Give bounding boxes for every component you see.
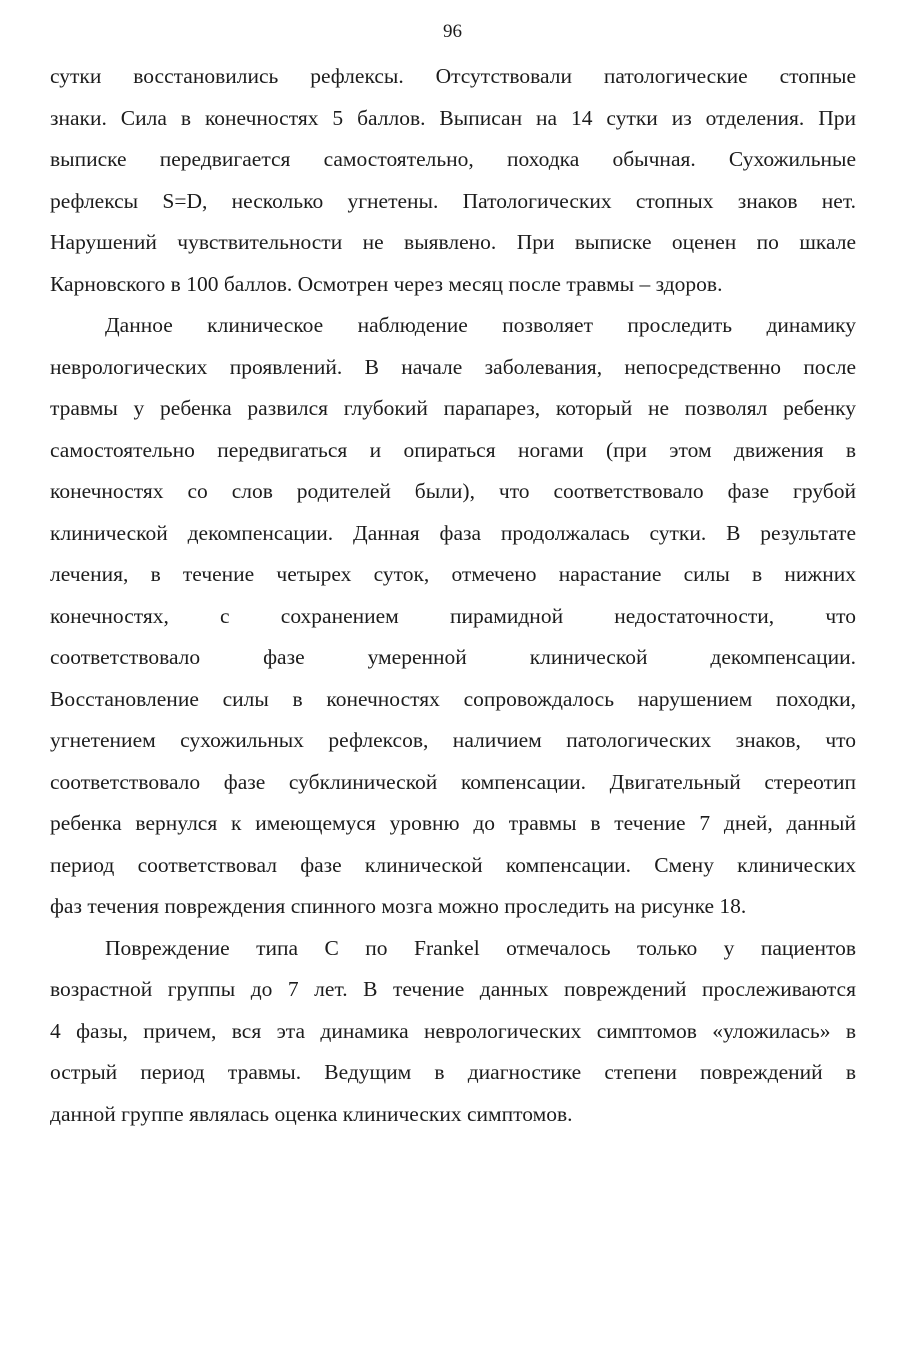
text-line: рефлексы S=D, несколько угнетены. Патологических стопных знаков нет. bbox=[50, 188, 856, 213]
text-line: Данное клиническое наблюдение позволяет проследить динамику bbox=[105, 313, 856, 337]
text-line: сутки восстановились рефлексы. Отсутствовали патологические стопные bbox=[50, 64, 856, 88]
text-line: конечностях со слов родителей были), что соответствовало фазе грубой bbox=[50, 479, 856, 503]
text-line: угнетением сухожильных рефлексов, наличием патологических знаков, что bbox=[50, 728, 856, 752]
text-line: ребенка вернулся к имеющемуся уровню до травмы в течение 7 дней, данный bbox=[50, 811, 856, 835]
text-line: острый период травмы. Ведущим в диагностике степени повреждений в bbox=[50, 1060, 856, 1084]
text-line: Повреждение типа С по Frankel отмечалось только у пациентов bbox=[105, 935, 856, 960]
paragraph-3 bbox=[50, 930, 856, 1138]
text-line: неврологических проявлений. В начале заболевания, непосредственно после bbox=[50, 354, 856, 379]
text-line: выписке передвигается самостоятельно, походка обычная. Сухожильные bbox=[50, 147, 856, 171]
text-line: соответствовало фазе умеренной клинической декомпенсации. bbox=[50, 645, 856, 669]
text-line: Нарушений чувствительности не выявлено. При выписке оценен по шкале bbox=[50, 230, 856, 254]
text-line: 4 фазы, причем, вся эта динамика неврологических симптомов «уложилась» в bbox=[50, 1018, 856, 1043]
text-line: лечения, в течение четырех суток, отмечено нарастание силы в нижних bbox=[50, 562, 856, 586]
text-line: самостоятельно передвигаться и опираться ногами (при этом движения в bbox=[50, 437, 856, 462]
page-number: 96 bbox=[443, 21, 462, 42]
text-line: знаки. Сила в конечностях 5 баллов. Выписан на 14 сутки из отделения. При bbox=[50, 105, 856, 130]
text-line: фаз течения повреждения спинного мозга можно проследить на рисунке 18. bbox=[50, 894, 747, 918]
text-line: конечностях, с сохранением пирамидной недостаточности, что bbox=[50, 603, 856, 628]
body-text bbox=[50, 58, 856, 1137]
paragraph-2 bbox=[50, 307, 856, 930]
paragraph-1 bbox=[50, 58, 856, 307]
text-line: Восстановление силы в конечностях сопровождалось нарушением походки, bbox=[50, 686, 856, 711]
text-line: травмы у ребенка развился глубокий парапарез, который не позволял ребенку bbox=[50, 396, 856, 420]
text-line: соответствовало фазе субклинической компенсации. Двигательный стереотип bbox=[50, 769, 856, 794]
text-line: клинической декомпенсации. Данная фаза продолжалась сутки. В результате bbox=[50, 520, 856, 545]
text-line: возрастной группы до 7 лет. В течение данных повреждений прослеживаются bbox=[50, 977, 856, 1001]
text-line: Карновского в 100 баллов. Осмотрен через месяц после травмы – здоров. bbox=[50, 271, 723, 296]
text-line: период соответствовал фазе клинической компенсации. Смену клинических bbox=[50, 852, 856, 877]
text-line: данной группе являлась оценка клинических симптомов. bbox=[50, 1101, 573, 1126]
